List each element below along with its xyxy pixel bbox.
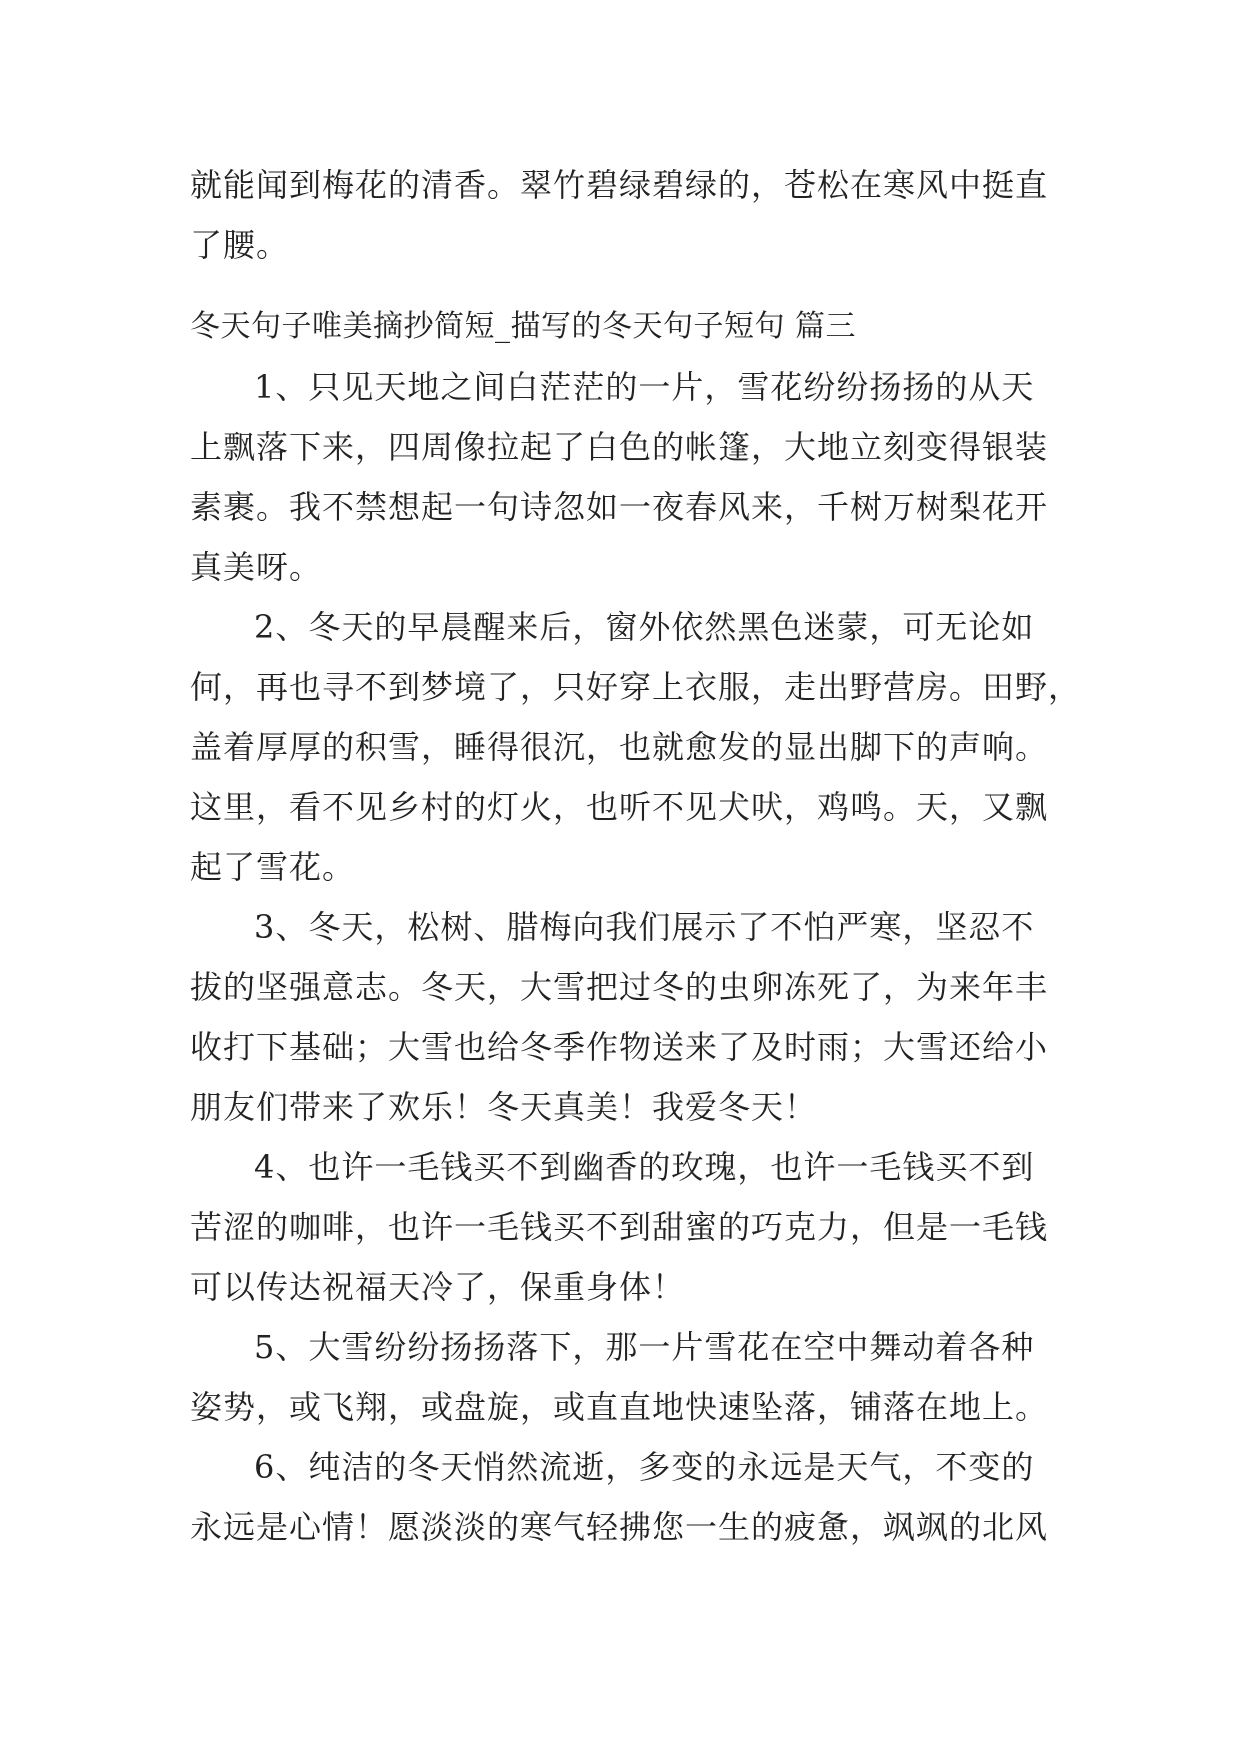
paragraph-1 [190,357,1050,597]
text-line: 真美呀。 [190,548,323,586]
text-line: 拔的坚强意志。冬天，大雪把过冬的虫卵冻死了，为来年丰 [190,968,1049,1006]
text-line: 可以传达祝福天冷了，保重身体！ [190,1268,686,1306]
text-line: 2、冬天的早晨醒来后，窗外依然黑色迷蒙，可无论如 [254,608,1035,646]
text-line: 收打下基础；大雪也给冬季作物送来了及时雨；大雪还给小 [190,1028,1049,1066]
text-line: 永远是心情！愿淡淡的寒气轻拂您一生的疲惫，飒飒的北风 [190,1508,1049,1546]
section-title: 冬天句子唯美摘抄简短_描写的冬天句子短句 篇三 [190,309,857,344]
text-line: 这里，看不见乡村的灯火，也听不见犬吠，鸡鸣。天，又飘 [190,788,1049,826]
text-line: 何，再也寻不到梦境了，只好穿上衣服，走出野营房。田野， [190,668,1082,706]
text-line: 6、纯洁的冬天悄然流逝，多变的永远是天气，不变的 [254,1448,1035,1486]
text-line: 姿势，或飞翔，或盘旋，或直直地快速坠落，铺落在地上。 [190,1388,1049,1426]
text-line: 就能闻到梅花的清香。翠竹碧绿碧绿的，苍松在寒风中挺直 [190,166,1049,204]
text-line: 5、大雪纷纷扬扬落下，那一片雪花在空中舞动着各种 [254,1328,1035,1366]
intro-text [190,155,1050,275]
paragraph-3 [190,897,1050,1137]
text-line: 4、也许一毛钱买不到幽香的玫瑰，也许一毛钱买不到 [254,1148,1035,1186]
paragraph-5 [190,1317,1050,1437]
paragraph-6 [190,1437,1050,1557]
text-line: 苦涩的咖啡，也许一毛钱买不到甜蜜的巧克力，但是一毛钱 [190,1208,1049,1246]
paragraph-2 [190,597,1082,897]
text-line: 1、只见天地之间白茫茫的一片，雪花纷纷扬扬的从天 [254,368,1035,406]
text-line: 了腰。 [190,226,290,264]
text-line: 3、冬天，松树、腊梅向我们展示了不怕严寒，坚忍不 [254,908,1035,946]
text-line: 素裹。我不禁想起一句诗忽如一夜春风来，千树万树梨花开 [190,488,1049,526]
text-line: 起了雪花。 [190,848,356,886]
paragraph-4 [190,1137,1050,1317]
section-body [190,297,1082,1557]
text-line: 朋友们带来了欢乐！冬天真美！我爱冬天！ [190,1088,818,1126]
text-line: 上飘落下来，四周像拉起了白色的帐篷，大地立刻变得银装 [190,428,1049,466]
text-line: 盖着厚厚的积雪，睡得很沉，也就愈发的显出脚下的声响。 [190,728,1049,766]
